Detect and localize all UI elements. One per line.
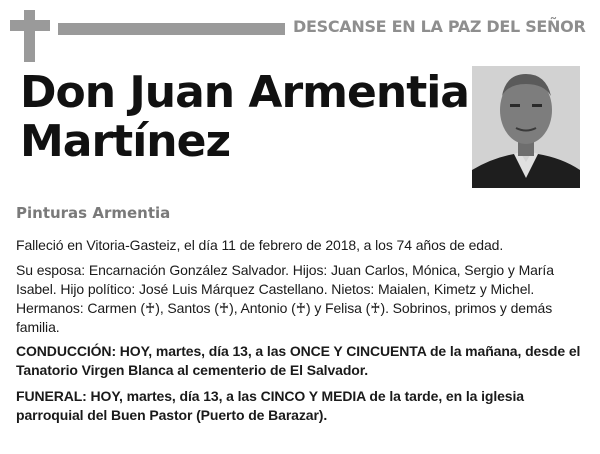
cross-vertical-bar bbox=[24, 10, 35, 62]
header-rule bbox=[58, 23, 285, 35]
company-name: Pinturas Armentia bbox=[16, 204, 171, 222]
header-slogan: DESCANSE EN LA PAZ DEL SEÑOR bbox=[293, 17, 586, 36]
death-notice: Falleció en Vitoria-Gasteiz, el día 11 de febrero de 2018, a los 74 años de edad. bbox=[16, 237, 504, 253]
deceased-name: Don Juan Armentia Martínez bbox=[20, 67, 469, 168]
funeral-notice: FUNERAL: HOY, martes, día 13, a las CINCO Y MEDIA de la tarde, en la iglesia parroquial del Buen Pastor (Puerto de Barazar). bbox=[16, 388, 524, 424]
deceased-photo bbox=[472, 66, 580, 188]
obituary-body bbox=[16, 236, 588, 432]
cross-horizontal-bar bbox=[10, 20, 50, 31]
conduccion-notice: CONDUCCIÓN: HOY, martes, día 13, a las ONCE Y CINCUENTA de la mañana, desde el Tanatorio Virgen Blanca al cementerio de El Salvador. bbox=[16, 343, 581, 379]
family-list: Su esposa: Encarnación González Salvador. Hijos: Juan Carlos, Mónica, Sergio y María Isabel. Hijo político: José Luis Márquez Castellano. Nietos: Maialen, Kimetz y Michel. Hermanos: Carmen (♰), Santos (♰), Antonio (♰) y Felisa (♰). Sobrinos, primos y demás familia. bbox=[16, 261, 554, 335]
